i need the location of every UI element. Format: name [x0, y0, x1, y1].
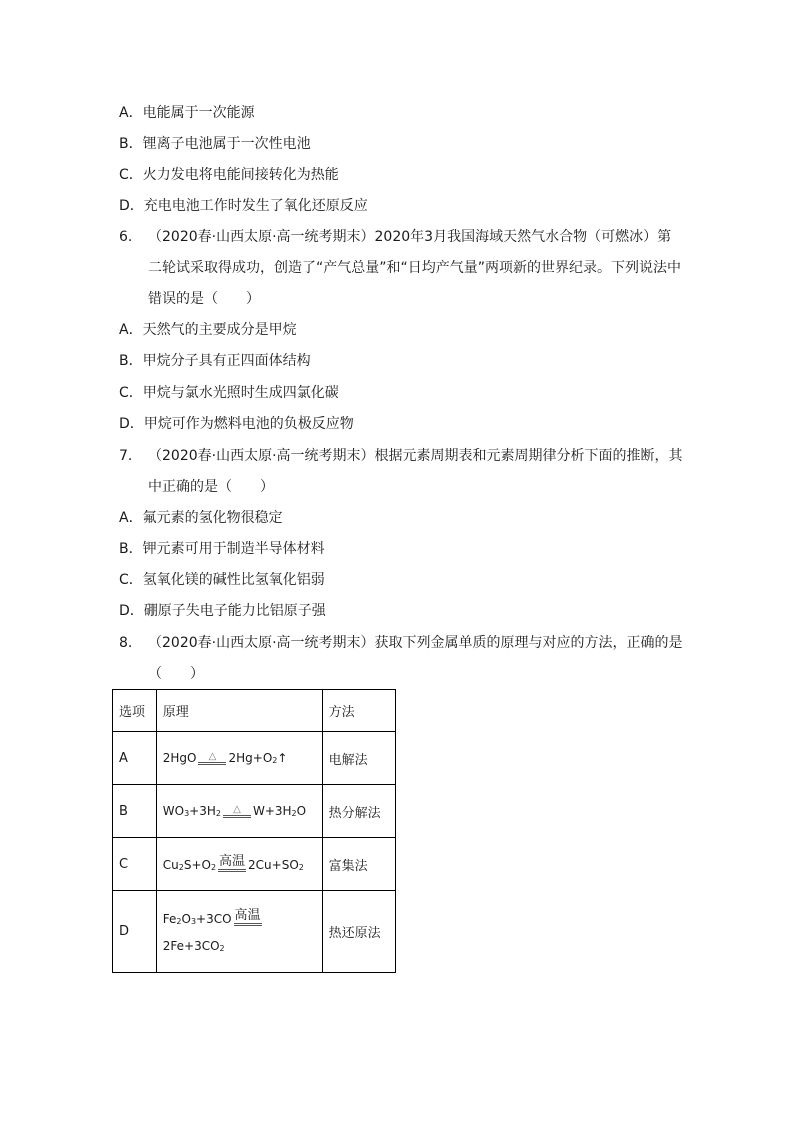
answer-table [112, 689, 396, 973]
q6-option-a: A．天然气的主要成分是甲烷 [119, 322, 297, 338]
q5-option-c: C．火力发电将电能间接转化为热能 [119, 167, 339, 183]
header-option: 选项 [113, 690, 157, 732]
table-row [113, 732, 396, 785]
equation-line2: 2Fe+3CO $_2$ [162, 939, 225, 953]
q6-stem-line2: 二轮试采取得成功，创造了“产气总量”和“日均产气量”两项新的世界纪录。下列说法中 [148, 260, 682, 276]
equation-line1: Fe $_2$ O $_3$ +3CO 高温 [162, 908, 261, 926]
q8-number: 8. [119, 635, 133, 651]
row-method: 电解法 [322, 732, 395, 785]
q8-stem-line2: （ ） [148, 666, 204, 682]
row-option: A [113, 732, 157, 785]
row-method: 热还原法 [322, 891, 395, 973]
row-equation [156, 891, 322, 973]
q7-option-a: A．氟元素的氢化物很稳定 [119, 510, 283, 526]
equation: 2HgO △ 2Hg+O $_2$ ↑ [162, 750, 288, 765]
header-principle: 原理 [156, 690, 322, 732]
equation: WO $_3$ +3H $_2$ △ W+3H $_2$ O [162, 803, 307, 818]
q6-option-b: B．甲烷分子具有正四面体结构 [119, 353, 311, 369]
q6-option-c: C．甲烷与氯水光照时生成四氯化碳 [119, 385, 339, 401]
row-option: C [113, 838, 157, 891]
q7-option-c: C．氢氧化镁的碱性比氢氧化铝弱 [119, 572, 325, 588]
equation: Cu $_2$ S+O $_2$ 高温 2Cu+SO $_2$ [162, 854, 304, 872]
row-equation [156, 785, 322, 838]
table-header-row [113, 690, 396, 732]
q7-option-b: B．钾元素可用于制造半导体材料 [119, 541, 325, 557]
q7-stem-line2: 中正确的是（ ） [148, 479, 274, 495]
row-option: B [113, 785, 157, 838]
q6-stem-line3: 错误的是（ ） [148, 291, 260, 307]
row-equation [156, 732, 322, 785]
q5-option-d: D．充电电池工作时发生了氧化还原反应 [119, 198, 368, 214]
q6-stem-line1: （2020春·山西太原·高一统考期末）2020年3月我国海域天然气水合物（可燃冰）第 [148, 229, 672, 245]
q5-option-b: B．锂离子电池属于一次性电池 [119, 136, 311, 152]
heat-condition: △ [198, 752, 226, 765]
high-temperature-condition: 高温 [218, 855, 246, 872]
q7-stem-line1: （2020春·山西太原·高一统考期末）根据元素周期表和元素周期律分析下面的推断，其 [148, 448, 683, 464]
q7-option-d: D．硼原子失电子能力比铝原子强 [119, 603, 326, 619]
q7-number: 7. [119, 448, 133, 464]
table-row [113, 785, 396, 838]
header-method: 方法 [322, 690, 395, 732]
row-equation [156, 838, 322, 891]
row-method: 热分解法 [322, 785, 395, 838]
table-row [113, 838, 396, 891]
q6-option-d: D．甲烷可作为燃料电池的负极反应物 [119, 416, 354, 432]
heat-condition: △ [223, 805, 251, 818]
q5-option-a: A．电能属于一次能源 [119, 105, 255, 121]
row-method: 富集法 [322, 838, 395, 891]
high-temperature-condition: 高温 [234, 909, 262, 926]
q6-number: 6. [119, 229, 133, 245]
q8-stem-line1: （2020春·山西太原·高一统考期末）获取下列金属单质的原理与对应的方法，正确的是 [148, 635, 683, 651]
row-option: D [113, 891, 157, 973]
table-row [113, 891, 396, 973]
